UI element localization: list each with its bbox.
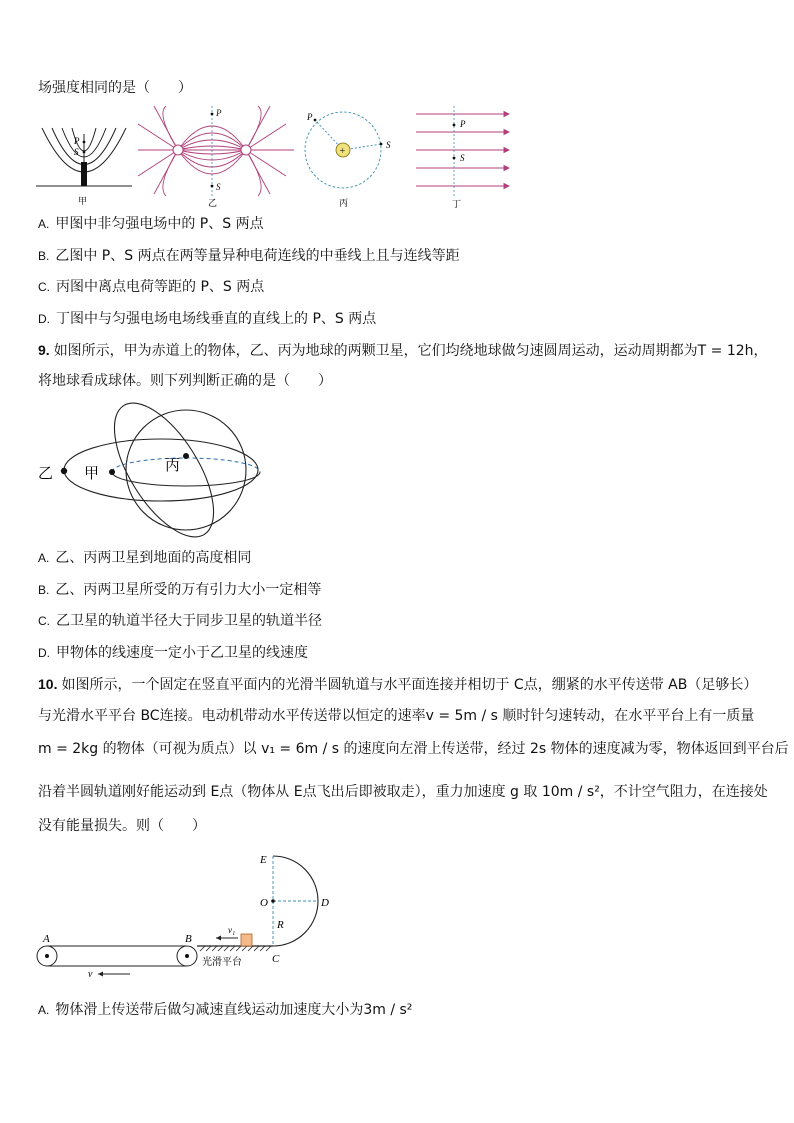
figure-satellites [36,400,268,540]
label-o: O [260,897,268,909]
q10-stem-line5: 没有能量损失。则（ ） [38,818,206,834]
q9-option-a[interactable]: A. 乙、丙两卫星到地面的高度相同 [38,550,252,566]
label-ding: 丁 [452,199,462,209]
q9-option-d[interactable]: D. 甲物体的线速度一定小于乙卫星的线速度 [38,645,308,661]
figure-jia [36,106,132,210]
q9-stem-line1: 9. 如图所示，甲为赤道上的物体，乙、丙为地球的两颗卫星，它们均绕地球做匀速圆周运动，运动周期都为T = 12h， [38,342,768,359]
q8-option-b[interactable]: B. 乙图中 P、S 两点在两等量异种电荷连线的中垂线上且与连线等距 [38,248,460,264]
label-v1: v₁ [228,925,236,935]
q9-option-b[interactable]: B. 乙、丙两卫星所受的万有引力大小一定相等 [38,582,322,598]
label-plus: + [339,146,346,157]
q10-option-a[interactable]: A. 物体滑上传送带后做匀减速直线运动加速度大小为3m / s² [38,1002,413,1018]
label-d: D [321,897,329,909]
label-jia: 甲 [78,196,88,206]
label-s: S [460,153,465,163]
label-p: P [74,136,80,146]
label-a: A [43,933,50,945]
label-bing: 丙 [339,198,349,208]
label-yi: 乙 [38,466,54,482]
label-v: v [88,969,93,978]
label-s: S [386,140,391,150]
label-p: P [216,108,222,118]
label-yi: 乙 [208,198,218,208]
q8-option-c[interactable]: C. 丙图中离点电荷等距的 P、S 两点 [38,279,265,295]
label-p: P [307,112,313,122]
label-s: S [74,147,79,157]
figure-conveyor [36,848,336,978]
q8-option-a[interactable]: A. 甲图中非匀强电场中的 P、S 两点 [38,216,264,232]
figure-yi [136,104,296,210]
label-jia: 甲 [84,466,100,482]
q10-stem-line1: 10. 如图所示，一个固定在竖直平面内的光滑半圆轨道与水平面连接并相切于 C点，绷紧的水平传送带 AB（足够长） [38,676,758,693]
label-c: C [272,953,280,965]
q10-stem-line2: 与光滑水平平台 BC连接。电动机带动水平传送带以恒定的速率v = 5m / s 顺时针匀速转动，在水平平台上有一质量 [38,708,755,724]
label-s: S [216,182,221,192]
q8-stem: 场强度相同的是（ ） [38,80,192,96]
label-b: B [185,933,192,945]
label-e: E [260,854,267,866]
figure-ding [414,104,514,210]
label-platform: 光滑平台 [202,957,242,968]
q9-option-c[interactable]: C. 乙卫星的轨道半径大于同步卫星的轨道半径 [38,613,322,629]
q9-stem-line2: 将地球看成球体。则下列判断正确的是（ ） [38,373,332,389]
label-p: P [460,119,466,129]
label-r: R [277,919,284,931]
q10-stem-line3: m = 2kg 的物体（可视为质点）以 v₁ = 6m / s 的速度向左滑上传送带，经过 2s 物体的速度减为零，物体返回到平台后 [38,741,789,757]
q10-stem-line4: 沿着半圆轨道刚好能运动到 E点（物体从 E点飞出后即被取走），重力加速度 g 取 10m / s²，不计空气阻力，在连接处 [38,784,768,800]
figure-bing [300,106,404,210]
q8-option-d[interactable]: D. 丁图中与匀强电场电场线垂直的直线上的 P、S 两点 [38,311,377,327]
label-bing: 丙 [165,458,181,474]
